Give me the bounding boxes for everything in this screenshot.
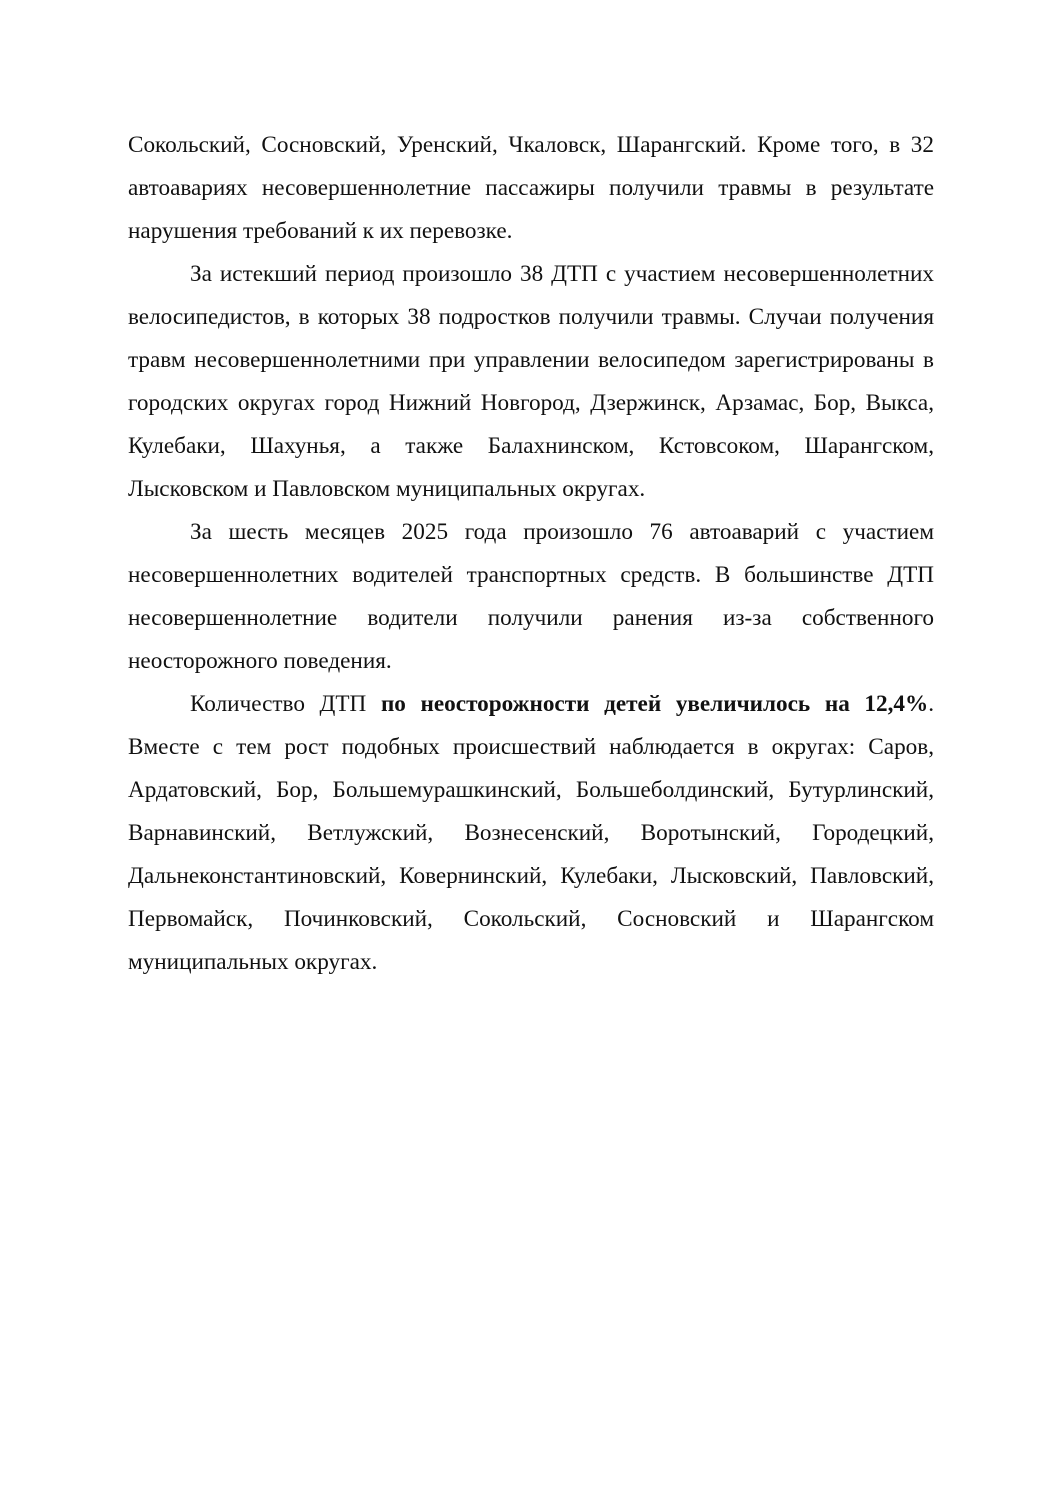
paragraph-child-carelessness: [128, 683, 934, 984]
paragraph-teen-drivers: За шесть месяцев 2025 года произошло 76 автоаварий с участием несовершеннолетних водителей транспортных средств. В большинстве ДТП несовершеннолетние водители получили ранения из-за собственного неосторожного поведения.: [128, 519, 934, 674]
document-page: [128, 124, 934, 984]
paragraph-continued-districts: Сокольский, Сосновский, Уренский, Чкаловск, Шарангский. Кроме того, в 32 автоавариях несовершеннолетние пассажиры получили травмы в результате нарушения требований к их перевозке.: [128, 132, 934, 244]
paragraph-intro-text: Количество ДТП: [190, 691, 381, 717]
paragraph-cyclists: За истекший период произошло 38 ДТП с участием несовершеннолетних велосипедистов, в которых 38 подростков получили травмы. Случаи получения травм несовершеннолетними при управлении велосипедом зарегистрированы в городских округах город Нижний Новгород, Дзержинск, Арзамас, Бор, Выкса, Кулебаки, Шахунья, а также Балахнинском, Кстовсоком, Шарангском, Лысковском и Павловском муниципальных округах.: [128, 261, 934, 502]
bold-highlight-text: по неосторожности детей увеличилось на 12,4%: [380, 691, 929, 717]
paragraph-districts-list: . Вместе с тем рост подобных происшествий наблюдается в округах: Саров, Ардатовский, Бор, Большемурашкинский, Большеболдинский, Бутурлинский, Варнавинский, Ветлужский, Вознесенский, Воротынский, Городецкий, Дальнеконстантиновский, Ковернинский, Кулебаки, Лысковский, Павловский, Первомайск, Починковский, Сокольский, Сосновский и Шарангском муниципальных округах.: [128, 691, 934, 975]
